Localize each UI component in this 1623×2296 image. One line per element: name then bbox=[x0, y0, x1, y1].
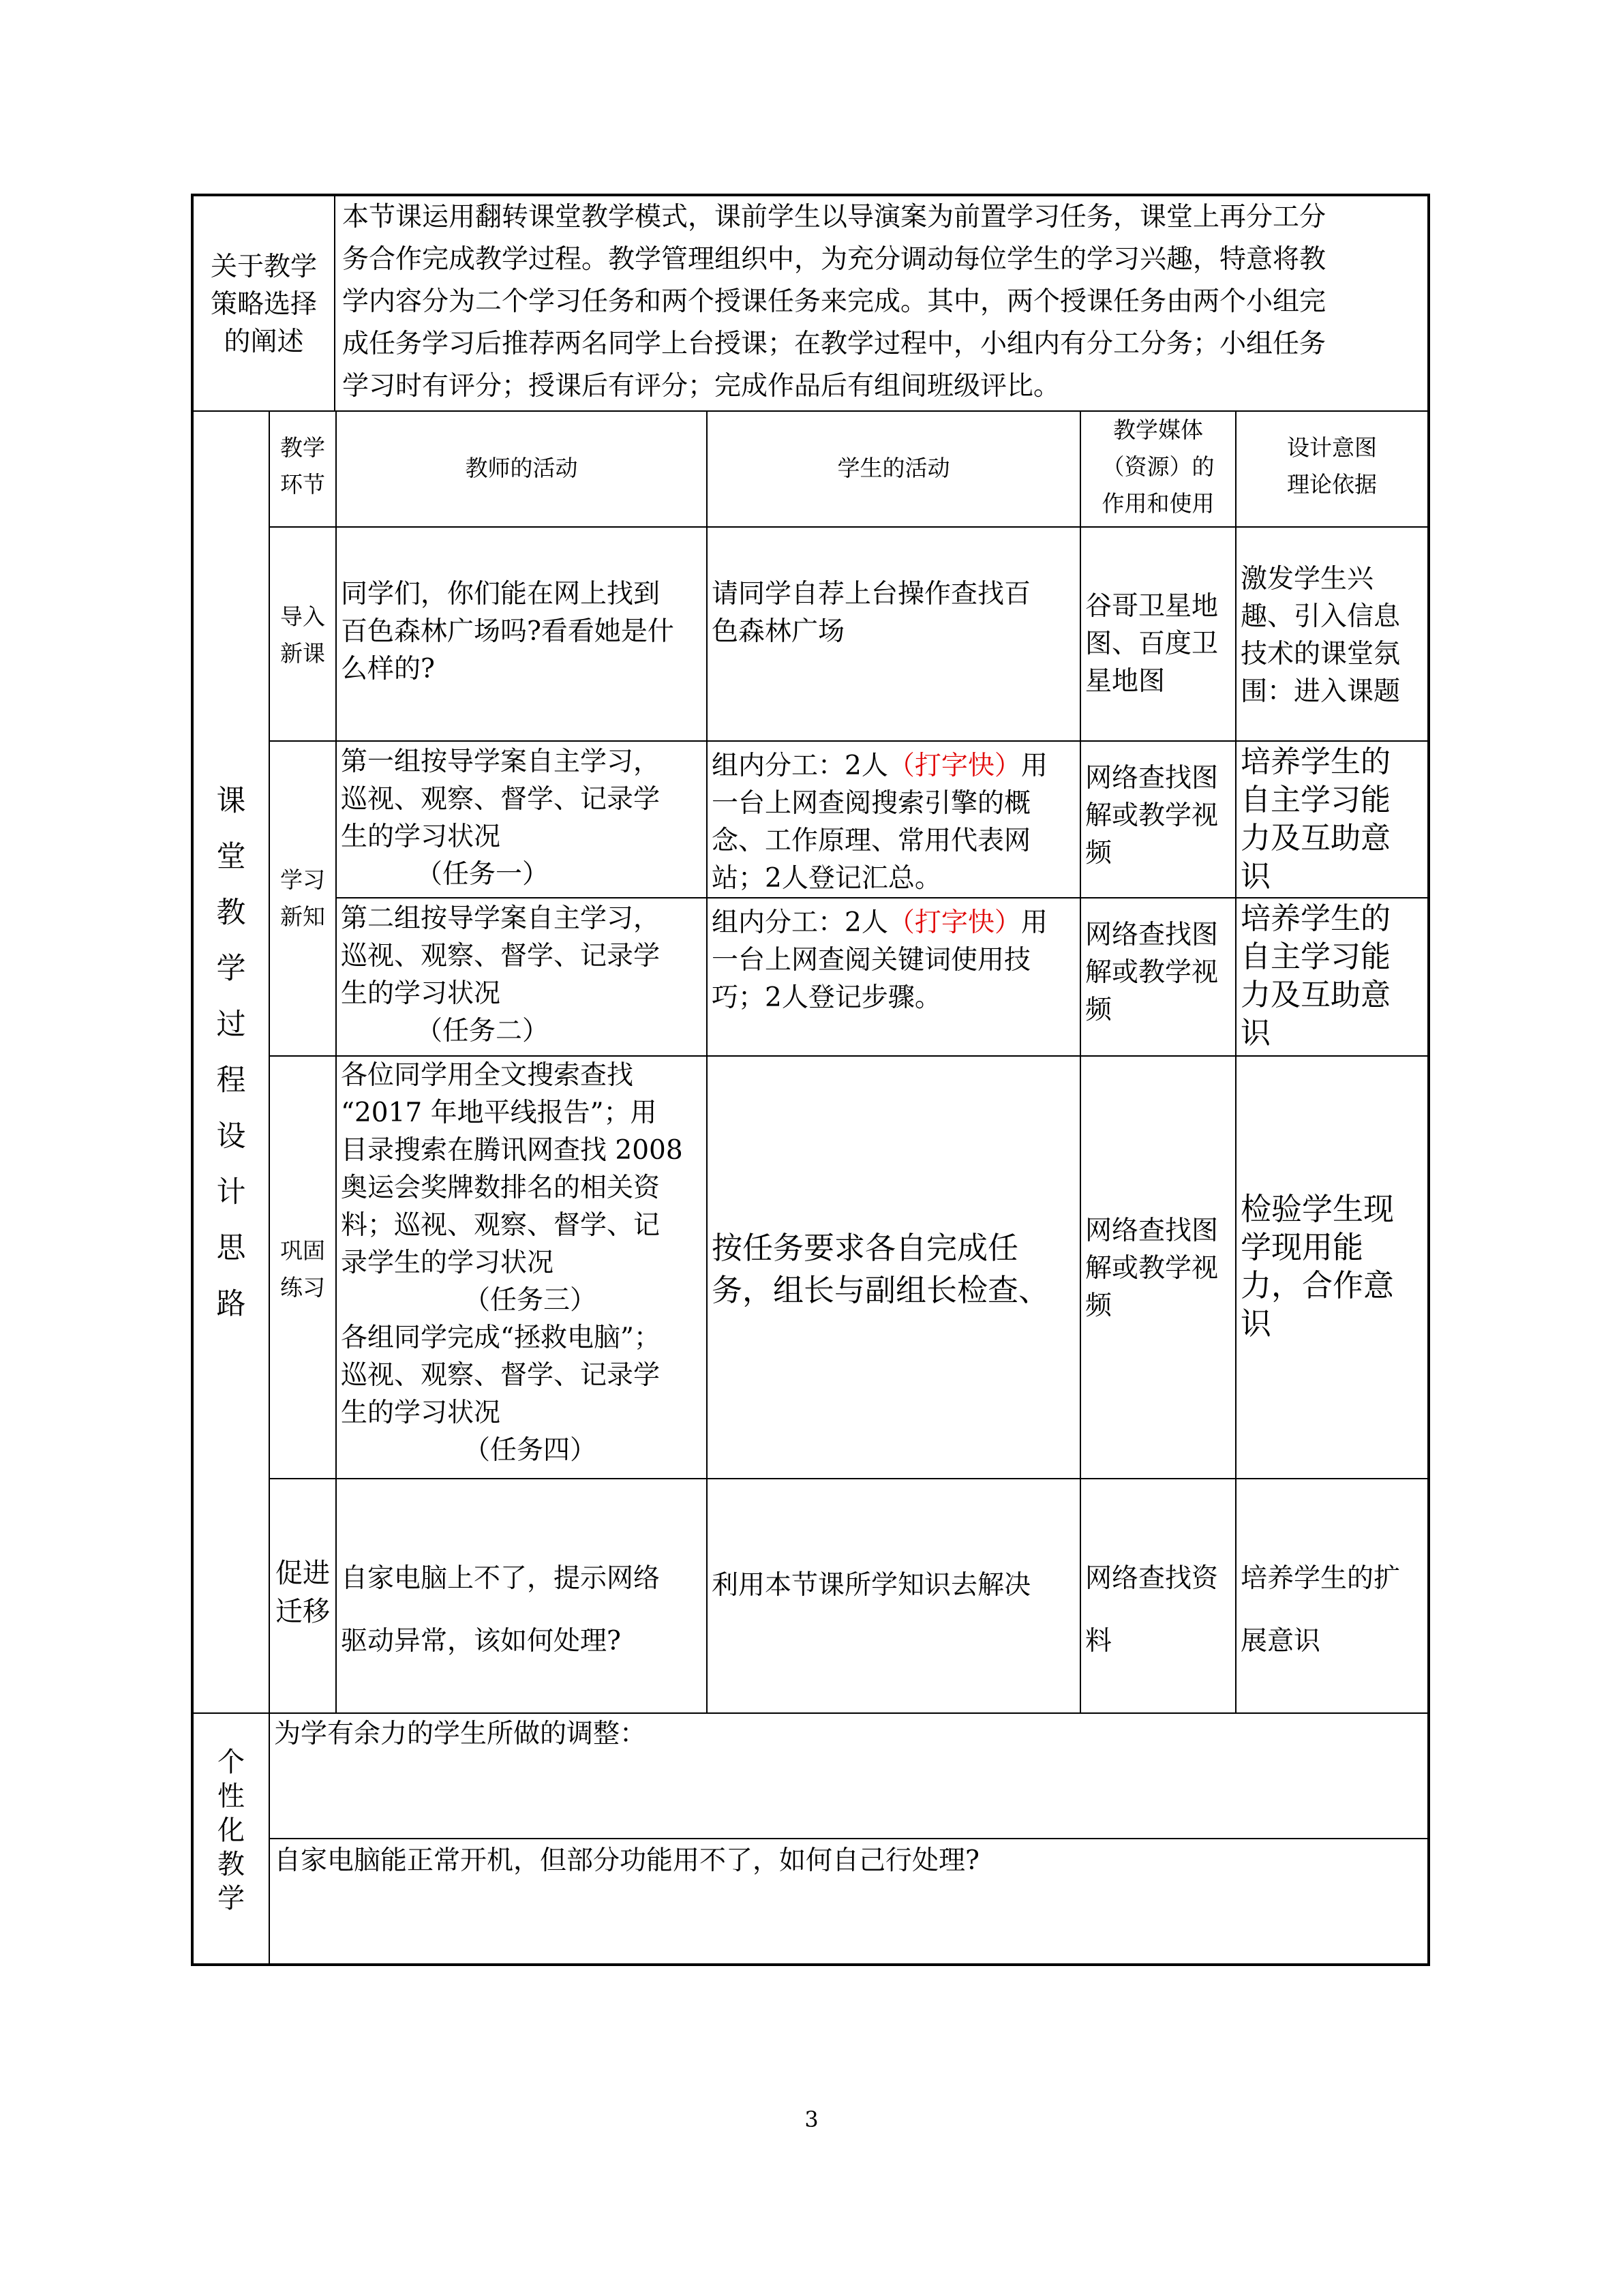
task1-media: 网络查找图 解或教学视 频 bbox=[1085, 763, 1219, 868]
col-divider bbox=[335, 410, 337, 1712]
task1-teacher: 第一组按导学案自主学习， 巡视、观察、督学、记录学 生的学习状况 （任务一） bbox=[341, 746, 661, 890]
practice-media: 网络查找图 解或教学视 频 bbox=[1085, 1215, 1219, 1321]
highlight-fast-typing: （打字快） bbox=[888, 907, 1021, 938]
individual-vertical-label: 个 性 化 教 学 bbox=[217, 1747, 245, 1914]
intro-media: 谷哥卫星地 图、百度卫 星地图 bbox=[1085, 591, 1219, 697]
practice-intent: 检验学生现 学现用能 力，合作意 识 bbox=[1241, 1191, 1395, 1342]
col-divider bbox=[706, 410, 708, 1712]
transfer-teacher: 自家电脑上不了，提示网络 驱动异常，该如何处理? bbox=[341, 1563, 661, 1657]
transfer-media: 网络查找资 料 bbox=[1085, 1563, 1219, 1657]
stage-transfer: 促进 迁移 bbox=[275, 1558, 330, 1627]
page-number: 3 bbox=[804, 2106, 819, 2132]
header-student-activity: 学生的活动 bbox=[837, 455, 950, 481]
row-divider bbox=[269, 1838, 1430, 1839]
row-divider bbox=[337, 897, 1430, 898]
highlight-fast-typing: （打字快） bbox=[888, 751, 1021, 781]
process-vertical-label: 课 堂 教 学 过 程 设 计 思 路 bbox=[216, 784, 246, 1321]
intro-teacher: 同学们，你们能在网上找到 百色森林广场吗?看看她是什 么样的? bbox=[341, 579, 674, 684]
col-divider bbox=[1235, 410, 1237, 1712]
table-border-right bbox=[1427, 194, 1430, 1966]
lesson-plan-table bbox=[191, 194, 1430, 1966]
header-media: 教学媒体 （资源）的 作用和使用 bbox=[1102, 417, 1215, 517]
individual-question: 自家电脑能正常开机，但部分功能用不了，如何自己行处理? bbox=[274, 1845, 980, 1876]
header-teacher-activity: 教师的活动 bbox=[465, 455, 578, 481]
row-divider bbox=[191, 410, 1430, 412]
transfer-intent: 培养学生的扩 展意识 bbox=[1241, 1563, 1401, 1657]
task2-teacher: 第二组按导学案自主学习， 巡视、观察、督学、记录学 生的学习状况 （任务二） bbox=[341, 903, 661, 1046]
row-divider bbox=[191, 1712, 1430, 1714]
header-stage: 教学 环节 bbox=[280, 434, 325, 498]
row-divider bbox=[269, 1478, 1430, 1479]
stage-practice: 巩固 练习 bbox=[280, 1237, 325, 1301]
individual-adjust-label: 为学有余力的学生所做的调整： bbox=[274, 1719, 647, 1749]
row-divider bbox=[269, 740, 1430, 742]
strategy-label: 关于教学 策略选择 的阐述 bbox=[210, 252, 317, 357]
intro-intent: 激发学生兴 趣、引入信息 技术的课堂氛 围：进入课题 bbox=[1241, 564, 1401, 707]
task1-intent: 培养学生的 自主学习能 力及互助意 识 bbox=[1241, 744, 1391, 894]
practice-student: 按任务要求各自完成任 务，组长与副组长检查、 bbox=[712, 1230, 1050, 1308]
practice-teacher: 各位同学用全文搜索查找 “2017 年地平线报告”；用 目录搜索在腾讯网查找 2008 奥运会奖牌数排名的相关资 料；巡视、观察、督学、记 录学生的学习状况 （任务三） 各组同学完成“拯救电脑”； 巡视、观察、督学、记录学 生的学习状况 （任务四） bbox=[341, 1060, 683, 1466]
task1-student: 组内分工：2人（打字快）用 一台上网查阅搜索引擎的概 念、工作原理、常用代表网 站；2人登记汇总。 bbox=[712, 751, 1048, 894]
table-border-bottom bbox=[191, 1963, 1430, 1966]
row-divider bbox=[269, 526, 1430, 528]
strategy-text: 本节课运用翻转课堂教学模式，课前学生以导演案为前置学习任务，课堂上再分工分 务合作完成教学过程。教学管理组织中，为充分调动每位学生的学习兴趣，特意将教 学内容分为二个学习任务和两个授课任务来完成。其中，两个授课任务由两个小组完 成任务学习后推荐两名同学上台授课；在教学过程中，小组内有分工分务；小组任务 学习时有评分；授课后有评分；完成作品后有组间班级评比。 bbox=[342, 202, 1326, 402]
task2-intent: 培养学生的 自主学习能 力及互助意 识 bbox=[1241, 901, 1391, 1051]
transfer-student: 利用本节课所学知识去解决 bbox=[712, 1570, 1031, 1601]
stage-intro: 导入 新课 bbox=[280, 603, 325, 667]
col-divider bbox=[1080, 410, 1081, 1712]
stage-learn: 学习 新知 bbox=[280, 866, 325, 930]
task2-media: 网络查找图 解或教学视 频 bbox=[1085, 920, 1219, 1025]
col-divider bbox=[334, 194, 335, 410]
task2-student: 组内分工：2人（打字快）用 一台上网查阅关键词使用技 巧；2人登记步骤。 bbox=[712, 907, 1048, 1013]
intro-student: 请同学自荐上台操作查找百 色森林广场 bbox=[712, 579, 1031, 647]
header-design-intent: 设计意图 理论依据 bbox=[1287, 434, 1377, 498]
